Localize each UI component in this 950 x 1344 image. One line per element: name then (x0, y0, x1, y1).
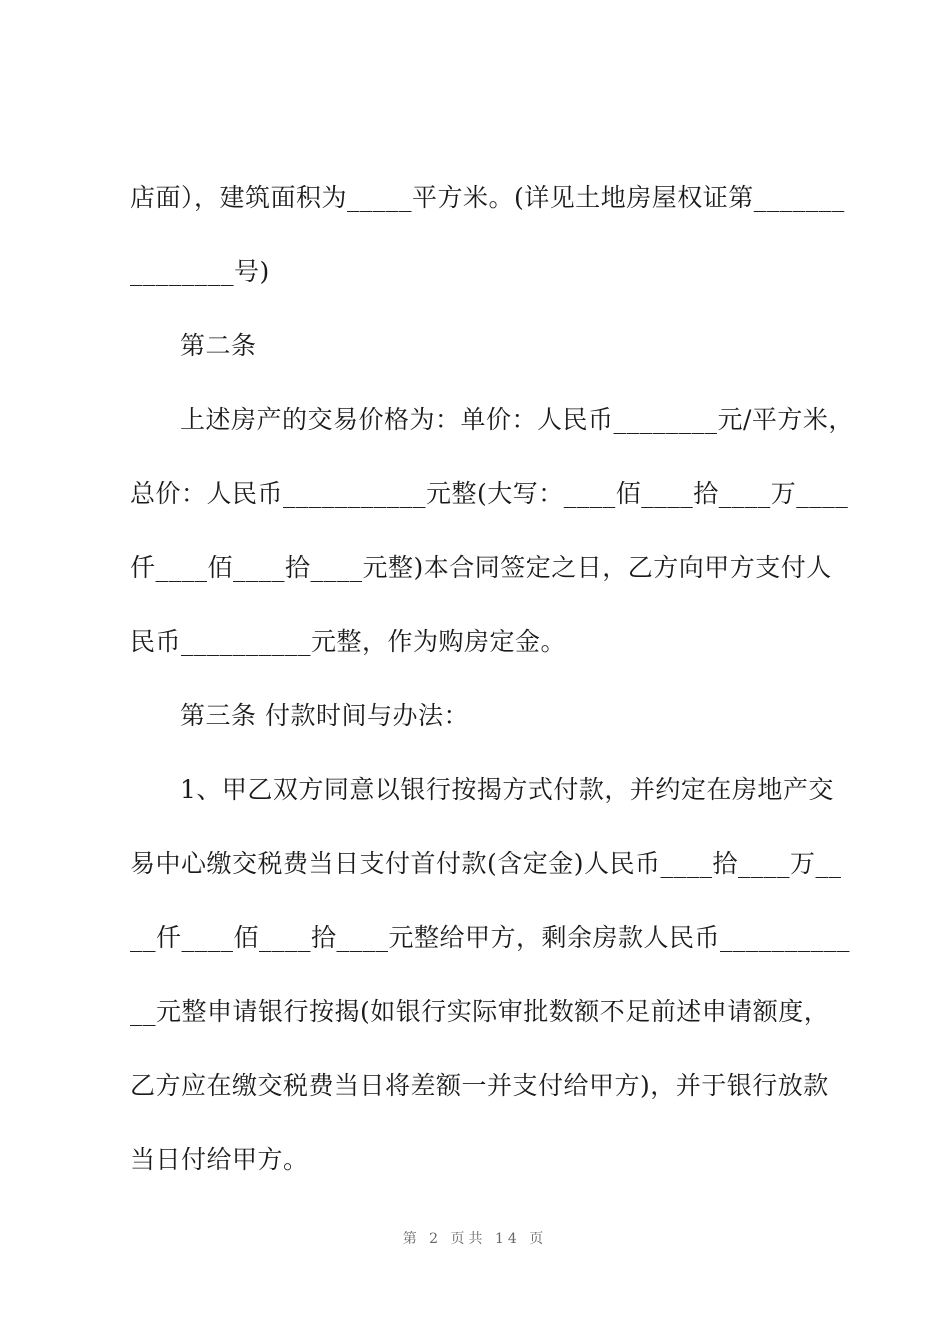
paragraph-line: 店面），建筑面积为_____平方米。(详见土地房屋权证第_______ (130, 183, 845, 212)
paragraph-line: 总价：人民币___________元整(大写：____佰____拾____万____ (130, 479, 849, 508)
paragraph-line: 仟____佰____拾____元整)本合同签定之日，乙方向甲方支付人 (130, 553, 832, 582)
paragraph-line: 1、甲乙双方同意以银行按揭方式付款，并约定在房地产交 (180, 775, 834, 804)
page-number-footer: 第 2 页共 14 页 (402, 1231, 548, 1247)
paragraph-line: 上述房产的交易价格为：单价：人民币________元/平方米， (180, 405, 854, 434)
paragraph-line: __元整申请银行按揭(如银行实际审批数额不足前述申请额度， (130, 997, 830, 1026)
paragraph-line: ________号) (130, 257, 270, 286)
paragraph-line: 乙方应在缴交税费当日将差额一并支付给甲方)，并于银行放款 (130, 1071, 829, 1100)
paragraph-line: 当日付给甲方。 (130, 1145, 309, 1174)
section-heading: 第三条 付款时间与办法： (180, 701, 469, 730)
section-heading: 第二条 (180, 331, 257, 360)
paragraph-line: 易中心缴交税费当日支付首付款(含定金)人民币____拾____万__ (130, 849, 842, 878)
paragraph-line: __仟____佰____拾____元整给甲方，剩余房款人民币__________ (130, 923, 851, 952)
paragraph-line: 民币__________元整，作为购房定金。 (130, 627, 567, 656)
